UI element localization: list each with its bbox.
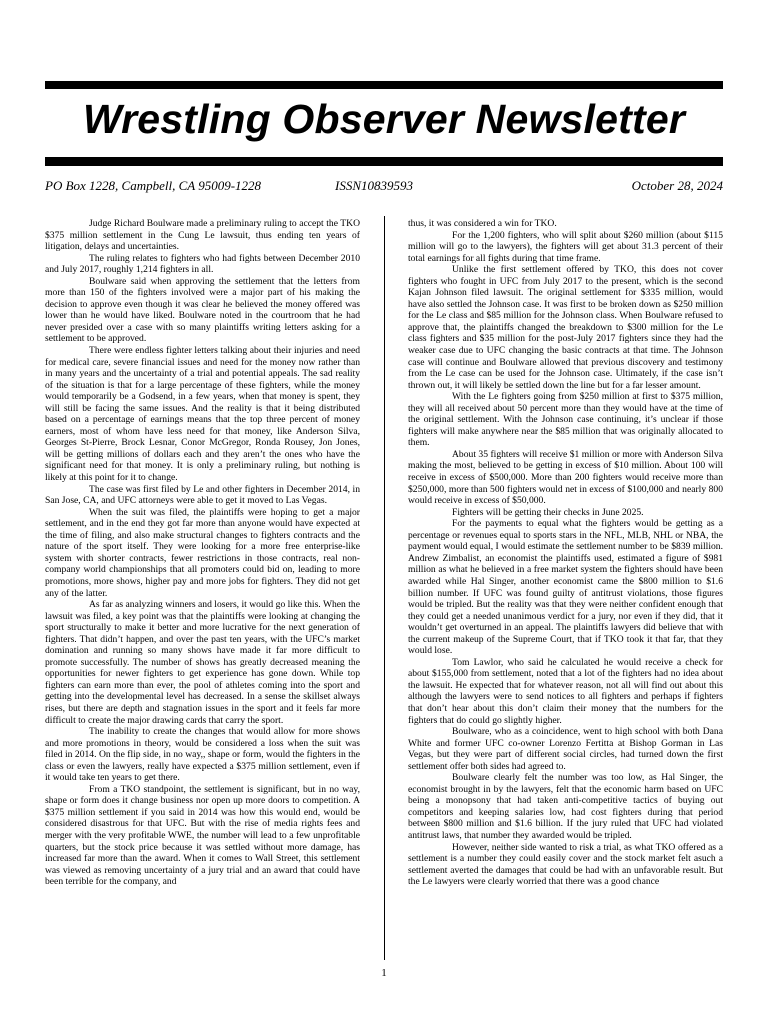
article-paragraph: Tom Lawlor, who said he calculated he would receive a check for about $155,000 from settlement, noted that a lot of the fighters had no idea about the lawsuit. He expected that for whatever reason, not all will find out about this although the lawyers were to send notices to all fighters and perhaps if fighters that don’t hear about this don’t claim their money that the numbers for the fighters that do could go slightly higher.: [408, 656, 723, 726]
article-column-left: [45, 218, 360, 958]
newsletter-title: Wrestling Observer Newsletter: [82, 96, 686, 142]
article-paragraph: The case was first filed by Le and other fighters in December 2014, in San Jose, CA, and UFC attorneys were able to get it moved to Las Vegas.: [45, 483, 360, 507]
article-paragraph: Boulware, who as a coincidence, went to high school with both Dana White and former UFC co-owner Lorenzo Fertitta at Bishop Gorman in Las Vegas, but they were part of different social circles, had turned down the first settlement offer both sides had agreed to.: [408, 726, 723, 772]
article-paragraph: About 35 fighters will receive $1 million or more with Anderson Silva making the most, believed to be getting in excess of $10 million. About 100 will receive in excess of $500,000. More than 200 fighters would receive more than $250,000, more than 500 fighters would net in excess of $100,000 and nearly 800 would receive in excess of $50,000.: [408, 448, 723, 507]
article-paragraph: For the 1,200 fighters, who will split about $260 million (about $115 million will go to the lawyers), the fighters will get about 31.3 percent of their total earnings for all fights during that time frame.: [408, 229, 723, 264]
article-paragraph: From a TKO standpoint, the settlement is significant, but in no way, shape or form does it change business nor open up more doors to competition. A $375 million settlement if you said in 2014 was how this would end, would be considered disastrous for that UFC. But with the rise of media rights fees and merger with the very profitable WWE, the number will lead to a few unprofitable quarters, but the stock price because it was settled without more damage, has increased far more than the award. When it comes to Wall Street, this settlement was viewed as removing uncertainty of a jury trial and an award that could have been terrible for the company, and: [45, 783, 360, 888]
article-paragraph: As far as analyzing winners and losers, it would go like this. When the lawsuit was filed, a key point was that the plaintiffs were looking at changing the sport structurally to make it better and more lucrative for the next generation of fighters. That didn’t happen, and over the past ten years, with the UFC’s market domination and running so many shows have made it far more difficult to promote successfully. The number of shows has greatly decreased meaning the opportunities for newer fighters to get experience has gone down. While top fighters can earn more than ever, the pool of athletes coming into the sport and getting into the developmental level has decreased. In a sense the skillset always rises, but there are depth and stagnation issues in the sport and it feels far more difficult to create the major drawing cards that carry the sport.: [45, 599, 360, 726]
article-paragraph: There were endless fighter letters talking about their injuries and need for medical care, severe financial issues and need for the money now rather than in many years and the uncertainty of a trial and potential appeals. The sad reality of the situation is that for a large percentage of these fighters, while the money would temporarily be a Godsend, in a few years, when that money is spent, they will still be facing the same issues. And the reality is that it being distributed based on a percentage of earnings means that the top three percent of money earners, most of whom have less need for that money, like Anderson Silva, Georges St-Pierre, Brock Lesnar, Conor McGregor, Ronda Rousey, Jon Jones, will be getting millions of dollars each and they aren’t the ones who have the significant need for that money. It is only a preliminary ruling, but nothing is likely at this point for it to change.: [45, 345, 360, 484]
publication-info-bar: [45, 176, 723, 196]
masthead-top-rule: [45, 81, 723, 89]
article-paragraph: The ruling relates to fighters who had fights between December 2010 and July 2017, roughly 1,214 fighters in all.: [45, 252, 360, 276]
article-paragraph: For the payments to equal what the fighters would be getting as a percentage or revenues equal to sports stars in the NFL, MLB, NHL or NBA, the payment would equal, I would estimate the settlement number to be $839 million. Andrew Zimbalist, an economist the plaintiffs used, estimated a figure of $981 million as what he believed in a free market system the fighters should have been awarded while Hal Singer, another economist came the $800 million to $1.6 billion number. If UFC was found guilty of antitrust violations, those figures would be tripled. But the reality was that they were neither confident enough that they could get a needed unanimous verdict for a jury, nor even if they did, that it wouldn’t get overturned in an appeal. The plaintiffs lawyers did believe that with the current makeup of the Supreme Court, that if TKO took it that far, that they would lose.: [408, 518, 723, 657]
article-column-right: [408, 218, 723, 958]
article-paragraph: Fighters will be getting their checks in June 2025.: [452, 506, 644, 518]
page-number: 1: [381, 967, 387, 979]
column-divider: [384, 216, 385, 960]
article-paragraph: With the Le fighters going from $250 million at first to $375 million, they will all received about 50 percent more than they would have at the time of the original settlement. With the Johnson case continuing, it’s unclear if those fighters will make anywhere near the $85 million that was originally allocated to them.: [408, 391, 723, 449]
article-paragraph: The inability to create the changes that would allow for more shows and more promotions in theory, would be considered a loss when the suit was filed in 2014. On the flip side, in no way,, shape or form, would the fighters in the class or even the lawyers, really have expected a $375 million settlement, even if it would take ten years to get there.: [45, 726, 360, 784]
article-paragraph: When the suit was filed, the plaintiffs were hoping to get a major settlement, and in the end they got far more than anyone would have expected at the time of filing, and also make structural changes to fighters contracts and the nature of the sport itself. They were looking for a more free enterprise-like system with shorter contracts, fewer restrictions in those contracts, real non-company world championships that all promoters could bid on, leading to more promotions, more shows, higher pay and more jobs for fighters. They did not get any of the latter.: [45, 506, 360, 599]
article-paragraph: Boulware clearly felt the number was too low, as Hal Singer, the economist brought in by the lawyers, felt that the economic harm based on UFC being a monopsony that had taken anti-competitive tactics of buying out competitors and keeping salaries low, had cost fighters during that period between $800 million and $1.6 billion. If the jury ruled that UFC had violated antitrust laws, that number they awarded would be tripled.: [408, 772, 723, 841]
issue-date: October 28, 2024: [631, 178, 723, 193]
article-paragraph: Judge Richard Boulware made a preliminary ruling to accept the TKO $375 million settlement in the Cung Le lawsuit, thus ending ten years of litigation, delays and uncertainties.: [45, 218, 360, 253]
masthead-bottom-rule: [45, 157, 723, 166]
article-paragraph: Unlike the first settlement offered by TKO, this does not cover fighters who fought in UFC from July 2017 to the present, which is the second Kajan Johnson filed lawsuit. The original settlement for $335 million, would have also settled the Johnson case. It was first to be broken down as $250 million for the Le class and $85 million for the Johnson class. When Boulware refused to approve that, the plaintiffs changed the breakdown to $300 million for the Le class fighters and $35 million for the post-July 2017 fighters since they had the weaker case due to UFC changing the basic contracts at that time. The Johnson case will continue and Boulware allowed that previous discovery and testimony from the Le case can be used for the Johnson case. Ultimately, if the case isn’t thrown out, it will likely be settled down the line but for a far lesser amount.: [408, 264, 723, 391]
mailing-address: PO Box 1228, Campbell, CA 95009-1228: [45, 178, 262, 193]
article-paragraph: Boulware said when approving the settlement that the letters from more than 150 of the fighters involved were a major part of his making the decision to approve even though it was clear he believed the money offered was lower than he would have liked. Boulware noted in the courtroom that he had never presided over a case with so many plaintiffs writing letters asking for a settlement to be approved.: [45, 275, 360, 345]
article-paragraph: thus, it was considered a win for TKO.: [408, 218, 557, 229]
issn-number: ISSN10839593: [335, 178, 413, 193]
article-paragraph: However, neither side wanted to risk a trial, as what TKO offered as a settlement is a number they could easily cover and the stock market felt asuch a settlement averted the damages that could be had with an unfavorable result. But the Le lawyers were clearly worried that there was a good chance: [408, 841, 723, 888]
